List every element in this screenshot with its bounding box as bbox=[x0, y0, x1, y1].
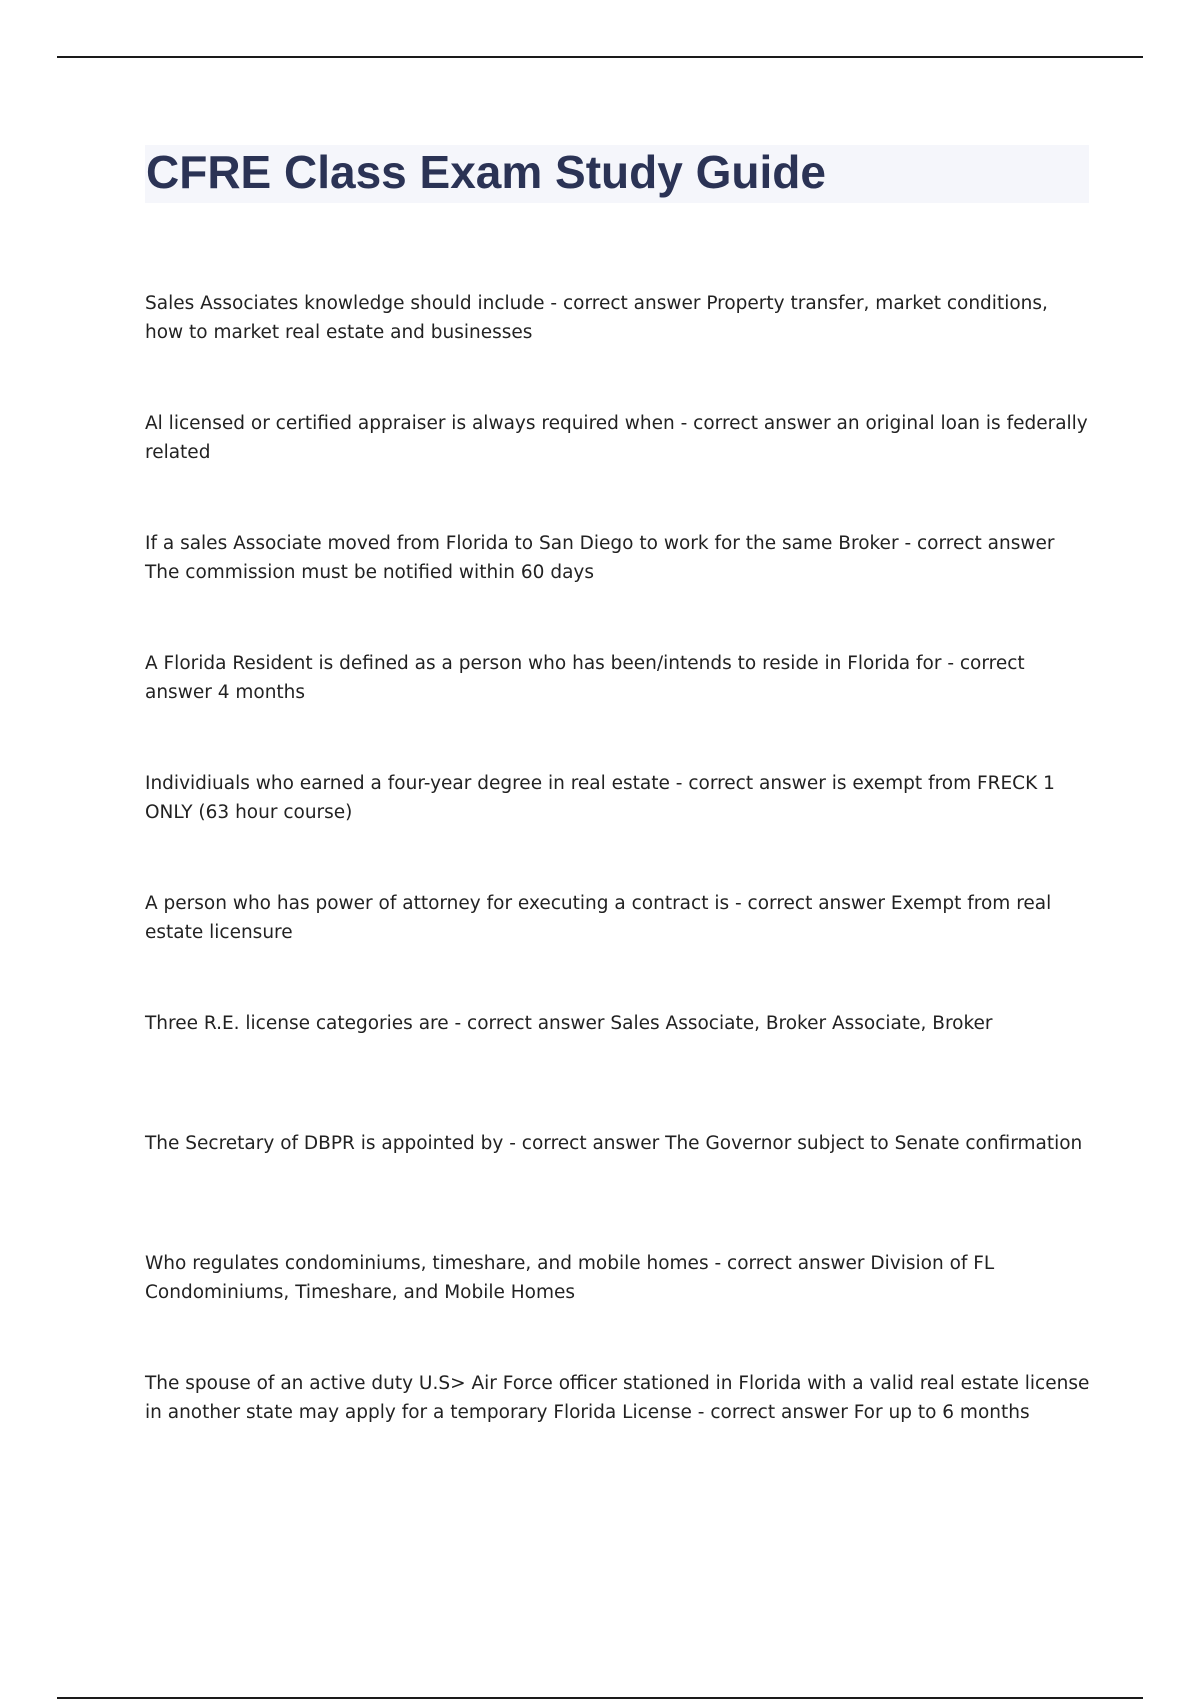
answer-separator: - correct answer bbox=[669, 773, 832, 794]
question-text: Individiuals who earned a four-year degree in real estate bbox=[145, 773, 670, 794]
qa-item bbox=[145, 889, 1090, 1009]
qa-item bbox=[145, 1129, 1090, 1249]
answer-separator: - correct answer bbox=[544, 293, 707, 314]
answer-text: Property transfer, market conditions, how to market real estate and businesses bbox=[145, 293, 1048, 343]
footer-rule bbox=[57, 1697, 1143, 1699]
question-text: A person who has power of attorney for executing a contract is bbox=[145, 893, 730, 914]
answer-text: The Governor subject to Senate confirmation bbox=[665, 1133, 1083, 1154]
header-rule bbox=[57, 56, 1143, 58]
question-text: Sales Associates knowledge should include bbox=[145, 293, 545, 314]
answer-text: Sales Associate, Broker Associate, Broker bbox=[610, 1013, 993, 1034]
answer-separator: - correct answer bbox=[448, 1013, 611, 1034]
answer-separator: - correct answer bbox=[708, 1253, 871, 1274]
question-text: Three R.E. license categories are bbox=[145, 1013, 449, 1034]
answer-text: is exempt from FRECK 1 ONLY (63 hour course) bbox=[145, 773, 1055, 823]
answer-separator: - correct answer bbox=[674, 413, 837, 434]
answer-text: an original loan is federally related bbox=[145, 413, 1088, 463]
question-text: Who regulates condominiums, timeshare, and mobile homes bbox=[145, 1253, 709, 1274]
answer-separator: - correct answer bbox=[503, 1133, 666, 1154]
question-text: Al licensed or certified appraiser is always required when bbox=[145, 413, 675, 434]
qa-item bbox=[145, 649, 1090, 769]
answer-text: 4 months bbox=[217, 682, 306, 703]
question-text: The spouse of an active duty U.S> Air Force officer stationed in Florida with a valid real estate license in another state may apply for a temporary Florida License bbox=[145, 1373, 1090, 1423]
answer-separator: - correct answer bbox=[691, 1402, 854, 1423]
answer-text: Exempt from real estate licensure bbox=[145, 893, 1052, 943]
answer-separator: - correct answer bbox=[145, 653, 1025, 703]
qa-item bbox=[145, 769, 1090, 889]
qa-list bbox=[145, 289, 1090, 1489]
qa-item bbox=[145, 1249, 1090, 1369]
answer-text: For up to 6 months bbox=[853, 1402, 1030, 1423]
document-title: CFRE Class Exam Study Guide bbox=[146, 146, 826, 198]
answer-separator: - correct answer bbox=[898, 533, 1055, 554]
question-text: The Secretary of DBPR is appointed by bbox=[145, 1133, 504, 1154]
answer-text: Division of FL Condominiums, Timeshare, and Mobile Homes bbox=[145, 1253, 995, 1303]
answer-separator: - correct answer bbox=[729, 893, 891, 914]
qa-item bbox=[145, 1009, 1090, 1129]
qa-item bbox=[145, 1369, 1090, 1489]
qa-item bbox=[145, 409, 1090, 529]
answer-text: The commission must be notified within 60 days bbox=[145, 562, 595, 583]
qa-item bbox=[145, 529, 1090, 649]
question-text: A Florida Resident is defined as a person who has been/intends to reside in Florida for bbox=[145, 653, 942, 674]
question-text: If a sales Associate moved from Florida to San Diego to work for the same Broker bbox=[145, 533, 899, 554]
qa-item bbox=[145, 289, 1090, 409]
